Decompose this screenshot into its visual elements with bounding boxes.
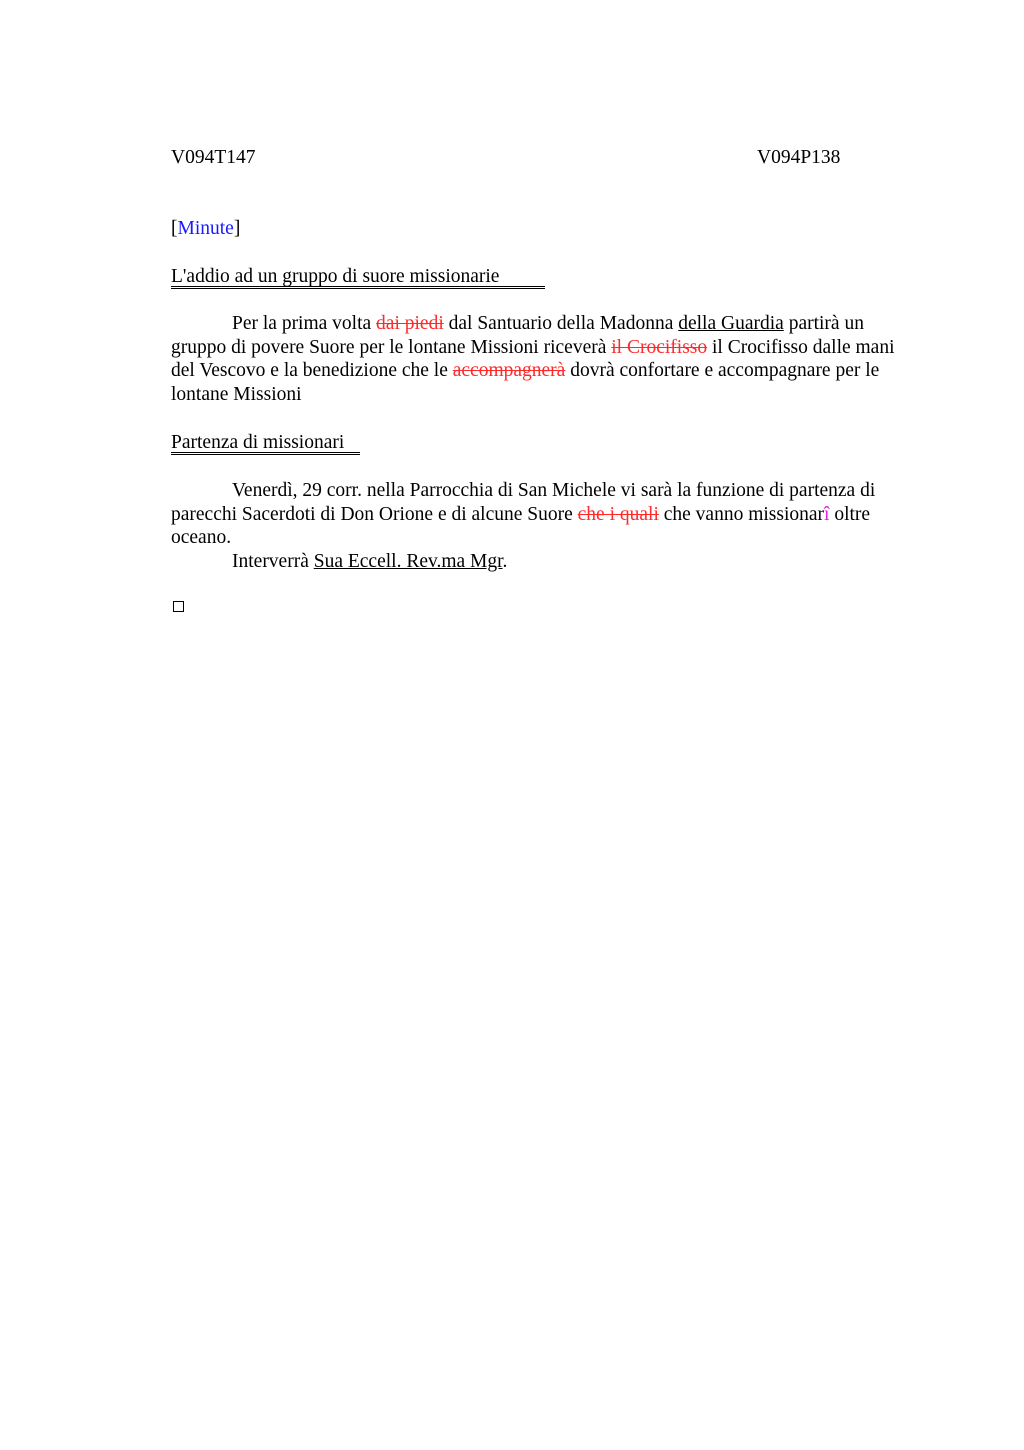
section-title-partenza [171,432,360,455]
text-run: il Crocifisso dalle mani del Vescovo e la benedizione che le [171,336,895,382]
section-title-addio-text: L'addio ad un gruppo di suore missionarie [171,267,545,289]
text-run: partirà un gruppo di povere Suore per le lontane Missioni riceverà [171,313,864,358]
underlined-text: della Guardia [678,313,784,334]
minute-close-bracket: ] [233,218,241,239]
text-run: Interverrà [232,551,314,572]
paragraph-partenza [171,479,923,550]
text-run: oltre oceano. [171,503,871,549]
minute-open-bracket: [ [171,218,178,239]
section-title-addio [171,266,545,289]
deleted-text: accompagnerà [452,360,566,382]
text-run: Per la prima volta [232,313,377,334]
document-code-right: V094P138 [757,147,841,168]
deleted-text: dai piedi [376,313,444,334]
empty-checkbox-icon [173,601,184,612]
paragraph-addio [171,312,923,407]
section-title-partenza-text: Partenza di missionari [171,433,360,455]
document-code-left: V094T147 [171,147,256,168]
inserted-text: î [824,503,830,525]
deleted-text: il Crocifisso [611,336,708,358]
minute-tag [171,218,240,240]
deleted-text: che i quali [577,503,659,525]
underlined-text: Sua Eccell. Rev.ma Mgr [313,551,503,572]
text-run: dovrà confortare e accompagnare per le lontane Missioni [171,360,880,406]
paragraph-interverra [171,550,923,574]
text-run: Venerdì, 29 corr. nella Parrocchia di San Michele vi sarà la funzione di partenza di parecchi Sacerdoti di Don Orione e di alcune Suore [171,480,876,525]
text-run: . [502,551,508,572]
text-run: dal Santuario della Madonna [443,313,679,334]
text-run: che vanno missionar [658,503,825,525]
minute-label: Minute [177,218,234,239]
